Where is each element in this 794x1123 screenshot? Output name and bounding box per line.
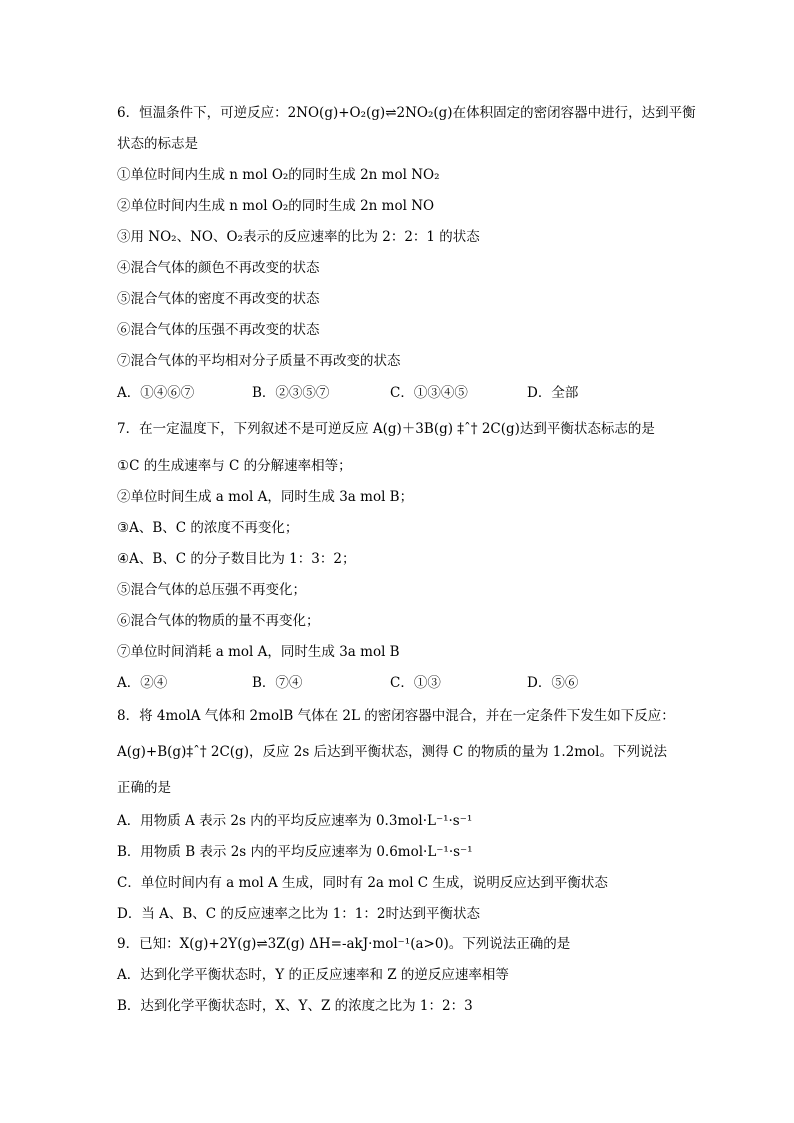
q7-item-7: ⑦单位时间消耗 a mol A，同时生成 3a mol B [117,644,400,660]
q6-option-a: A．①④⑥⑦ [117,385,195,401]
q9-option-a: A．达到化学平衡状态时，Y 的正反应速率和 Z 的逆反应速率相等 [117,967,509,983]
q7-item-4: ④A、B、C 的分子数目比为 1：3：2； [117,551,356,567]
q9-stem: 9．已知：X(g)+2Y(g)⇌3Z(g) ΔH=-akJ·mol⁻¹(a>0)。下列说法正确的是 [117,936,571,952]
q7-item-5: ⑤混合气体的总压强不再变化； [117,582,306,598]
q7-item-6: ⑥混合气体的物质的量不再变化； [117,613,320,629]
q6-option-d: D．全部 [527,385,579,401]
q6-item-6: ⑥混合气体的压强不再改变的状态 [117,322,320,338]
q6-item-2: ②单位时间内生成 n mol O₂的同时生成 2n mol NO [117,198,435,214]
q7-item-3: ③A、B、C 的浓度不再变化； [117,520,299,536]
q6-stem-line2: 状态的标志是 [117,136,198,152]
q7-option-d: D．⑤⑥ [527,675,579,691]
q8-stem-line3: 正确的是 [117,780,171,796]
q8-stem-line1: 8．将 4molA 气体和 2molB 气体在 2L 的密闭容器中混合，并在一定条件下发生如下反应： [117,708,675,724]
q6-option-b: B．②③⑤⑦ [252,385,330,401]
q6-item-7: ⑦混合气体的平均相对分子质量不再改变的状态 [117,353,401,369]
q9-option-b: B．达到化学平衡状态时，X、Y、Z 的浓度之比为 1：2：3 [117,998,473,1014]
q7-option-c: C．①③ [390,675,441,691]
q6-item-5: ⑤混合气体的密度不再改变的状态 [117,291,320,307]
q6-item-1: ①单位时间内生成 n mol O₂的同时生成 2n mol NO₂ [117,167,440,183]
q8-stem-line2: A(g)+B(g)‡ˆ† 2C(g)，反应 2s 后达到平衡状态，测得 C 的物质的量为 1.2mol。下列说法 [117,744,667,760]
q8-option-d: D．当 A、B、C 的反应速率之比为 1：1：2时达到平衡状态 [117,906,480,922]
q6-item-4: ④混合气体的颜色不再改变的状态 [117,260,320,276]
q8-option-c: C．单位时间内有 a mol A 生成，同时有 2a mol C 生成，说明反应达到平衡状态 [117,875,608,891]
q6-item-3: ③用 NO₂、NO、O₂表示的反应速率的比为 2：2：1 的状态 [117,229,480,245]
q7-stem: 7．在一定温度下，下列叙述不是可逆反应 A(g)＋3B(g) ‡ˆ† 2C(g)达到平衡状态标志的是 [117,421,655,437]
q8-option-a: A．用物质 A 表示 2s 内的平均反应速率为 0.3mol·L⁻¹·s⁻¹ [117,813,473,829]
q7-item-1: ①C 的生成速率与 C 的分解速率相等； [117,458,352,474]
q6-stem-line1: 6．恒温条件下，可逆反应：2NO(g)+O₂(g)⇌2NO₂(g)在体积固定的密闭容器中进行，达到平衡 [117,105,696,121]
q6-option-c: C．①③④⑤ [390,385,468,401]
q7-item-2: ②单位时间生成 a mol A，同时生成 3a mol B； [117,489,414,505]
q8-option-b: B．用物质 B 表示 2s 内的平均反应速率为 0.6mol·L⁻¹·s⁻¹ [117,844,473,860]
q7-option-b: B．⑦④ [252,675,303,691]
q7-option-a: A．②④ [117,675,168,691]
